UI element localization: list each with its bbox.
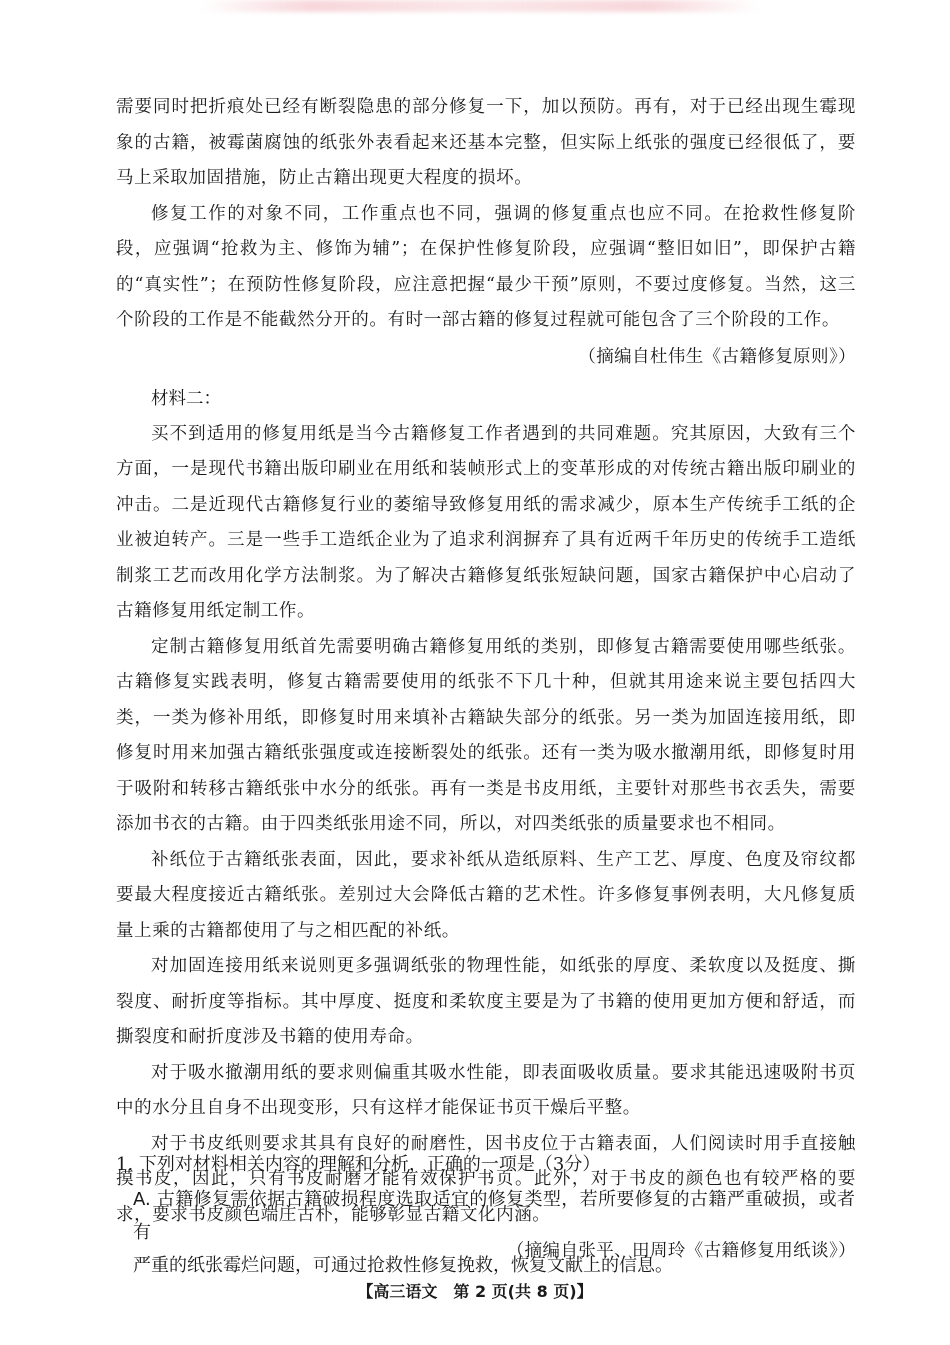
option-a-line-1: A. 古籍修复需依据古籍破损程度选取适宜的修复类型，若所要修复的古籍严重破损，或者有 bbox=[133, 1189, 855, 1243]
material2-paragraph-5: 对于吸水撤潮用纸的要求则偏重其吸水性能，即表面吸收质量。要求其能迅速吸附书页中的水分且自身不出现变形，只有这样才能保证书页干燥后平整。 bbox=[116, 1062, 856, 1118]
material2-paragraph-3: 补纸位于古籍纸张表面，因此，要求补纸从造纸原料、生产工艺、厚度、色度及帘纹都要最大程度接近古籍纸张。差别过大会降低古籍的艺术性。许多修复事例表明，大凡修复质量上乘的古籍都使用了与之相匹配的补纸。 bbox=[116, 849, 856, 941]
material2-paragraph-2: 定制古籍修复用纸首先需要明确古籍修复用纸的类别，即修复古籍需要使用哪些纸张。古籍修复实践表明，修复古籍需要使用的纸张不下几十种，但就其用途来说主要包括四大类，一类为修补用纸，即修复时用来填补古籍缺失部分的纸张。另一类为加固连接用纸，即修复时用来加强古籍纸张强度或连接断裂处的纸张。还有一类为吸水撤潮用纸，即修复时用于吸附和转移古籍纸张中水分的纸张。再有一类是书皮用纸，主要针对那些书衣丢失，需要添加书衣的古籍。由于四类纸张用途不同，所以，对四类纸张的质量要求也不相同。 bbox=[116, 636, 856, 834]
top-pink-stamp-mark bbox=[200, 0, 760, 12]
material1-source: （摘编自杜伟生《古籍修复原则》） bbox=[578, 346, 856, 367]
material2-paragraph-4: 对加固连接用纸来说则更多强调纸张的物理性能，如纸张的厚度、柔软度以及挺度、撕裂度、耐折度等指标。其中厚度、挺度和柔软度主要是为了书籍的使用更加方便和舒适，而撕裂度和耐折度涉及书籍的使用寿命。 bbox=[116, 956, 856, 1047]
material1-paragraph-continued: 需要同时把折痕处已经有断裂隐患的部分修复一下，加以预防。再有，对于已经出现生霉现象的古籍，被霉菌腐蚀的纸张外表看起来还基本完整，但实际上纸张的强度已经很低了，要马上采取加固措施，防止古籍出现更大程度的损坏。 bbox=[116, 97, 856, 188]
material1-paragraph: 修复工作的对象不同，工作重点也不同，强调的修复重点也应不同。在抢救性修复阶段，应强调“抢救为主、修饰为辅”；在保护性修复阶段，应强调“整旧如旧”，即保护古籍的“真实性”；在预防性修复阶段，应注意把握“最少干预”原则，不要过度修复。当然，这三个阶段的工作是不能截然分开的。有时一部古籍的修复过程就可能包含了三个阶段的工作。 bbox=[116, 203, 856, 330]
question-1-option-a bbox=[133, 1183, 855, 1282]
page-footer: 【高三语文 第 2 页(共 8 页)】 bbox=[357, 1282, 593, 1301]
material2-heading: 材料二： bbox=[151, 388, 221, 409]
material2-paragraph-6: 对于书皮纸则要求其具有良好的耐磨性，因书皮位于古籍表面，人们阅读时用手直接触摸书皮，因此，只有书皮耐磨才能有效保护书页。此外，对于书皮的颜色也有较严格的要求，要求书皮颜色端庄古朴，能够彰显古籍文化内涵。 bbox=[116, 1133, 856, 1225]
material2-paragraph-1: 买不到适用的修复用纸是当今古籍修复工作者遇到的共同难题。究其原因，大致有三个方面，一是现代书籍出版印刷业在用纸和装帧形式上的变革形成的对传统古籍出版印刷业的冲击。二是近现代古籍修复行业的萎缩导致修复用纸的需求减少，原本生产传统手工纸的企业被迫转产。三是一些手工造纸企业为了追求利润摒弃了具有近两千年历史的传统手工造纸制浆工艺而改用化学方法制浆。为了解决古籍修复纸张短缺问题，国家古籍保护中心启动了古籍修复用纸定制工作。 bbox=[116, 423, 856, 621]
reading-material bbox=[116, 90, 856, 1269]
question-1-stem: 1. 下列对材料相关内容的理解和分析，正确的一项是（3分） bbox=[116, 1154, 601, 1175]
option-a-line-2: 严重的纸张霉烂问题，可通过抢救性修复挽救，恢复文献上的信息。 bbox=[133, 1255, 673, 1276]
material2-source: （摘编自张平、田周玲《古籍修复用纸谈》） bbox=[506, 1241, 856, 1261]
